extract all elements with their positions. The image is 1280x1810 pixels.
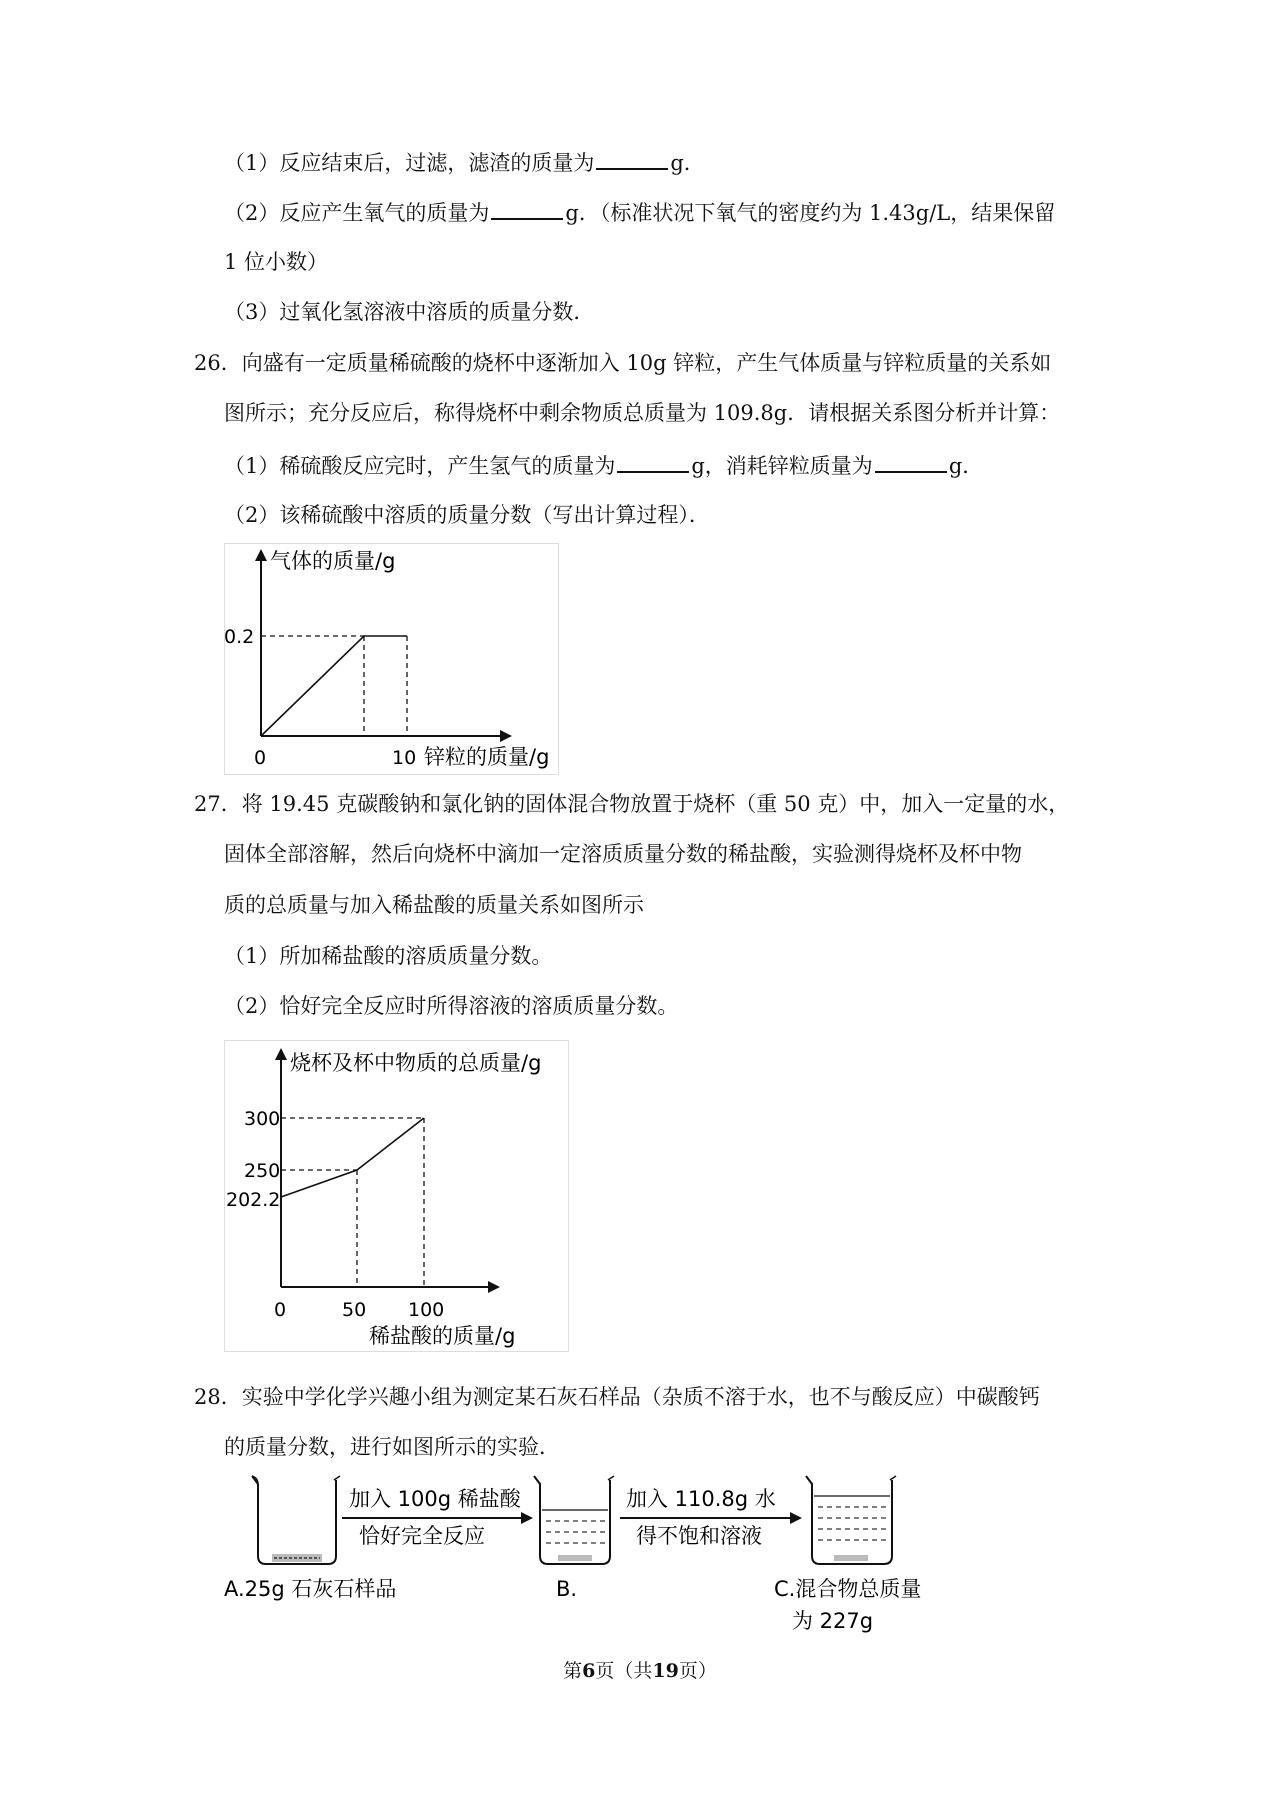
- q27-sub1-text: （1）所加稀盐酸的溶质质量分数。: [224, 944, 553, 968]
- q25-sub1-unit: g．: [670, 151, 705, 175]
- q28-stem-line1: [194, 1382, 1040, 1412]
- series-line: [261, 636, 407, 736]
- chart-frame: [225, 544, 559, 775]
- x-axis-label: 稀盐酸的质量/g: [369, 1324, 516, 1348]
- q26-line2-text: 图所示；充分反应后，称得烧杯中剩余物质总质量为 109.8g．请根据关系图分析并计算：: [224, 401, 1061, 425]
- q26-sub1-text: （1）稀硫酸反应完时，产生氢气的质量为: [224, 454, 616, 478]
- q27-stem-line2: [224, 839, 1022, 869]
- sample-solid: [272, 1554, 322, 1562]
- q28-line2-text: 的质量分数，进行如图所示的实验．: [224, 1435, 560, 1459]
- arrow-1-bottom-label: 恰好完全反应: [359, 1524, 485, 1548]
- q25-sub1: [224, 146, 705, 178]
- footer-pre: 第: [563, 1660, 583, 1682]
- q26-sub2-text: （2）该稀硫酸中溶质的质量分数（写出计算过程）．: [224, 503, 710, 527]
- total-pages: 19: [652, 1660, 679, 1682]
- q25-sub2-cont: [224, 247, 328, 277]
- q27-line1-text: 27．将 19.45 克碳酸钠和氯化钠的固体混合物放置于烧杯（重 50 克）中，加入一定量的水，: [194, 792, 1070, 816]
- x-tick-label-100: 100: [408, 1299, 445, 1321]
- arrow-1-top-label: 加入 100g 稀盐酸: [349, 1487, 521, 1511]
- origin-label: 0: [254, 747, 267, 769]
- residue-c: [834, 1555, 868, 1561]
- residue-b: [558, 1555, 592, 1561]
- beaker-c: [806, 1476, 896, 1564]
- answer-blank[interactable]: [875, 449, 947, 473]
- answer-blank[interactable]: [491, 196, 563, 220]
- label-a: A.25g 石灰石样品: [224, 1577, 397, 1601]
- q27-line3-text: 质的总质量与加入稀盐酸的质量关系如图所示: [224, 893, 644, 917]
- arrow-2-bottom-label: 得不饱和溶液: [636, 1524, 762, 1548]
- beaker-a: [252, 1476, 340, 1564]
- page-number: 6: [582, 1660, 596, 1682]
- q26-line1-text: 26．向盛有一定质量稀硫酸的烧杯中逐渐加入 10g 锌粒，产生气体质量与锌粒质量的关系如: [194, 351, 1052, 375]
- q27-line2-text: 固体全部溶解，然后向烧杯中滴加一定溶质质量分数的稀盐酸，实验测得烧杯及杯中物: [224, 842, 1022, 866]
- q28-diagram: [222, 1466, 934, 1648]
- y-axis-label: 气体的质量/g: [270, 549, 396, 573]
- q26-chart: [224, 543, 559, 779]
- x-axis-arrow: [488, 1281, 500, 1293]
- q28-diagram-svg: [222, 1466, 934, 1644]
- q25-sub3: [224, 297, 594, 327]
- beaker-b: [534, 1476, 614, 1564]
- q26-sub1-mid: g，消耗锌粒质量为: [691, 454, 873, 478]
- q25-sub3-text: （3）过氧化氢溶液中溶质的质量分数．: [224, 300, 595, 324]
- q27-stem-line1: [194, 789, 1069, 819]
- answer-blank[interactable]: [617, 449, 689, 473]
- y-tick-label-202.2: 202.2: [226, 1189, 281, 1211]
- y-tick-label-250: 250: [244, 1160, 281, 1182]
- series-line: [281, 1118, 424, 1197]
- label-c-line1: C.混合物总质量: [774, 1577, 922, 1601]
- q26-chart-svg: [224, 543, 559, 775]
- arrow-2: [620, 1512, 802, 1524]
- q26-sub1: [224, 449, 983, 481]
- q28-line1-text: 28．实验中学化学兴趣小组为测定某石灰石样品（杂质不溶于水，也不与酸反应）中碳酸钙: [194, 1385, 1040, 1409]
- y-axis-arrow: [255, 549, 267, 561]
- q27-sub1: [224, 941, 552, 971]
- q25-sub2-cont-text: 1 位小数）: [224, 250, 329, 274]
- y-tick-label: 0.2: [224, 626, 255, 648]
- q25-sub2-text: （2）反应产生氧气的质量为: [224, 201, 490, 225]
- x-axis-label: 锌粒的质量/g: [424, 745, 550, 769]
- q27-sub2: [224, 991, 678, 1021]
- q25-sub2-rest: g．（标准状况下氧气的密度约为 1.43g/L，结果保留: [565, 201, 1056, 225]
- origin-label: 0: [274, 1299, 287, 1321]
- page-footer: [0, 1656, 1280, 1683]
- q27-chart: [224, 1040, 569, 1356]
- q27-sub2-text: （2）恰好完全反应时所得溶液的溶质质量分数。: [224, 994, 679, 1018]
- liquid-c: [818, 1507, 888, 1540]
- q27-chart-svg: [224, 1040, 569, 1352]
- label-c-line2: 为 227g: [792, 1609, 874, 1633]
- q27-stem-line3: [224, 890, 644, 920]
- q26-stem-line2: [224, 398, 1060, 428]
- x-axis-arrow: [500, 730, 512, 742]
- y-axis-arrow: [275, 1048, 287, 1060]
- q25-sub1-text: （1）反应结束后，过滤，滤渣的质量为: [224, 151, 595, 175]
- x-tick-label-50: 50: [342, 1299, 367, 1321]
- q26-stem-line1: [194, 348, 1051, 378]
- y-tick-label-300: 300: [244, 1108, 281, 1130]
- x-tick-label: 10: [392, 747, 417, 769]
- q26-sub2: [224, 500, 710, 530]
- label-b: B.: [556, 1577, 578, 1601]
- answer-blank[interactable]: [596, 146, 668, 170]
- q25-sub2: [224, 196, 1055, 228]
- q28-stem-line2: [224, 1432, 560, 1462]
- arrow-2-top-label: 加入 110.8g 水: [626, 1487, 776, 1511]
- y-axis-label: 烧杯及杯中物质的总质量/g: [290, 1051, 542, 1075]
- footer-post: 页）: [678, 1660, 717, 1682]
- q26-sub1-unit: g．: [948, 454, 984, 478]
- footer-mid: 页（共: [595, 1660, 653, 1682]
- liquid-b: [546, 1521, 606, 1543]
- arrow-1: [342, 1512, 533, 1524]
